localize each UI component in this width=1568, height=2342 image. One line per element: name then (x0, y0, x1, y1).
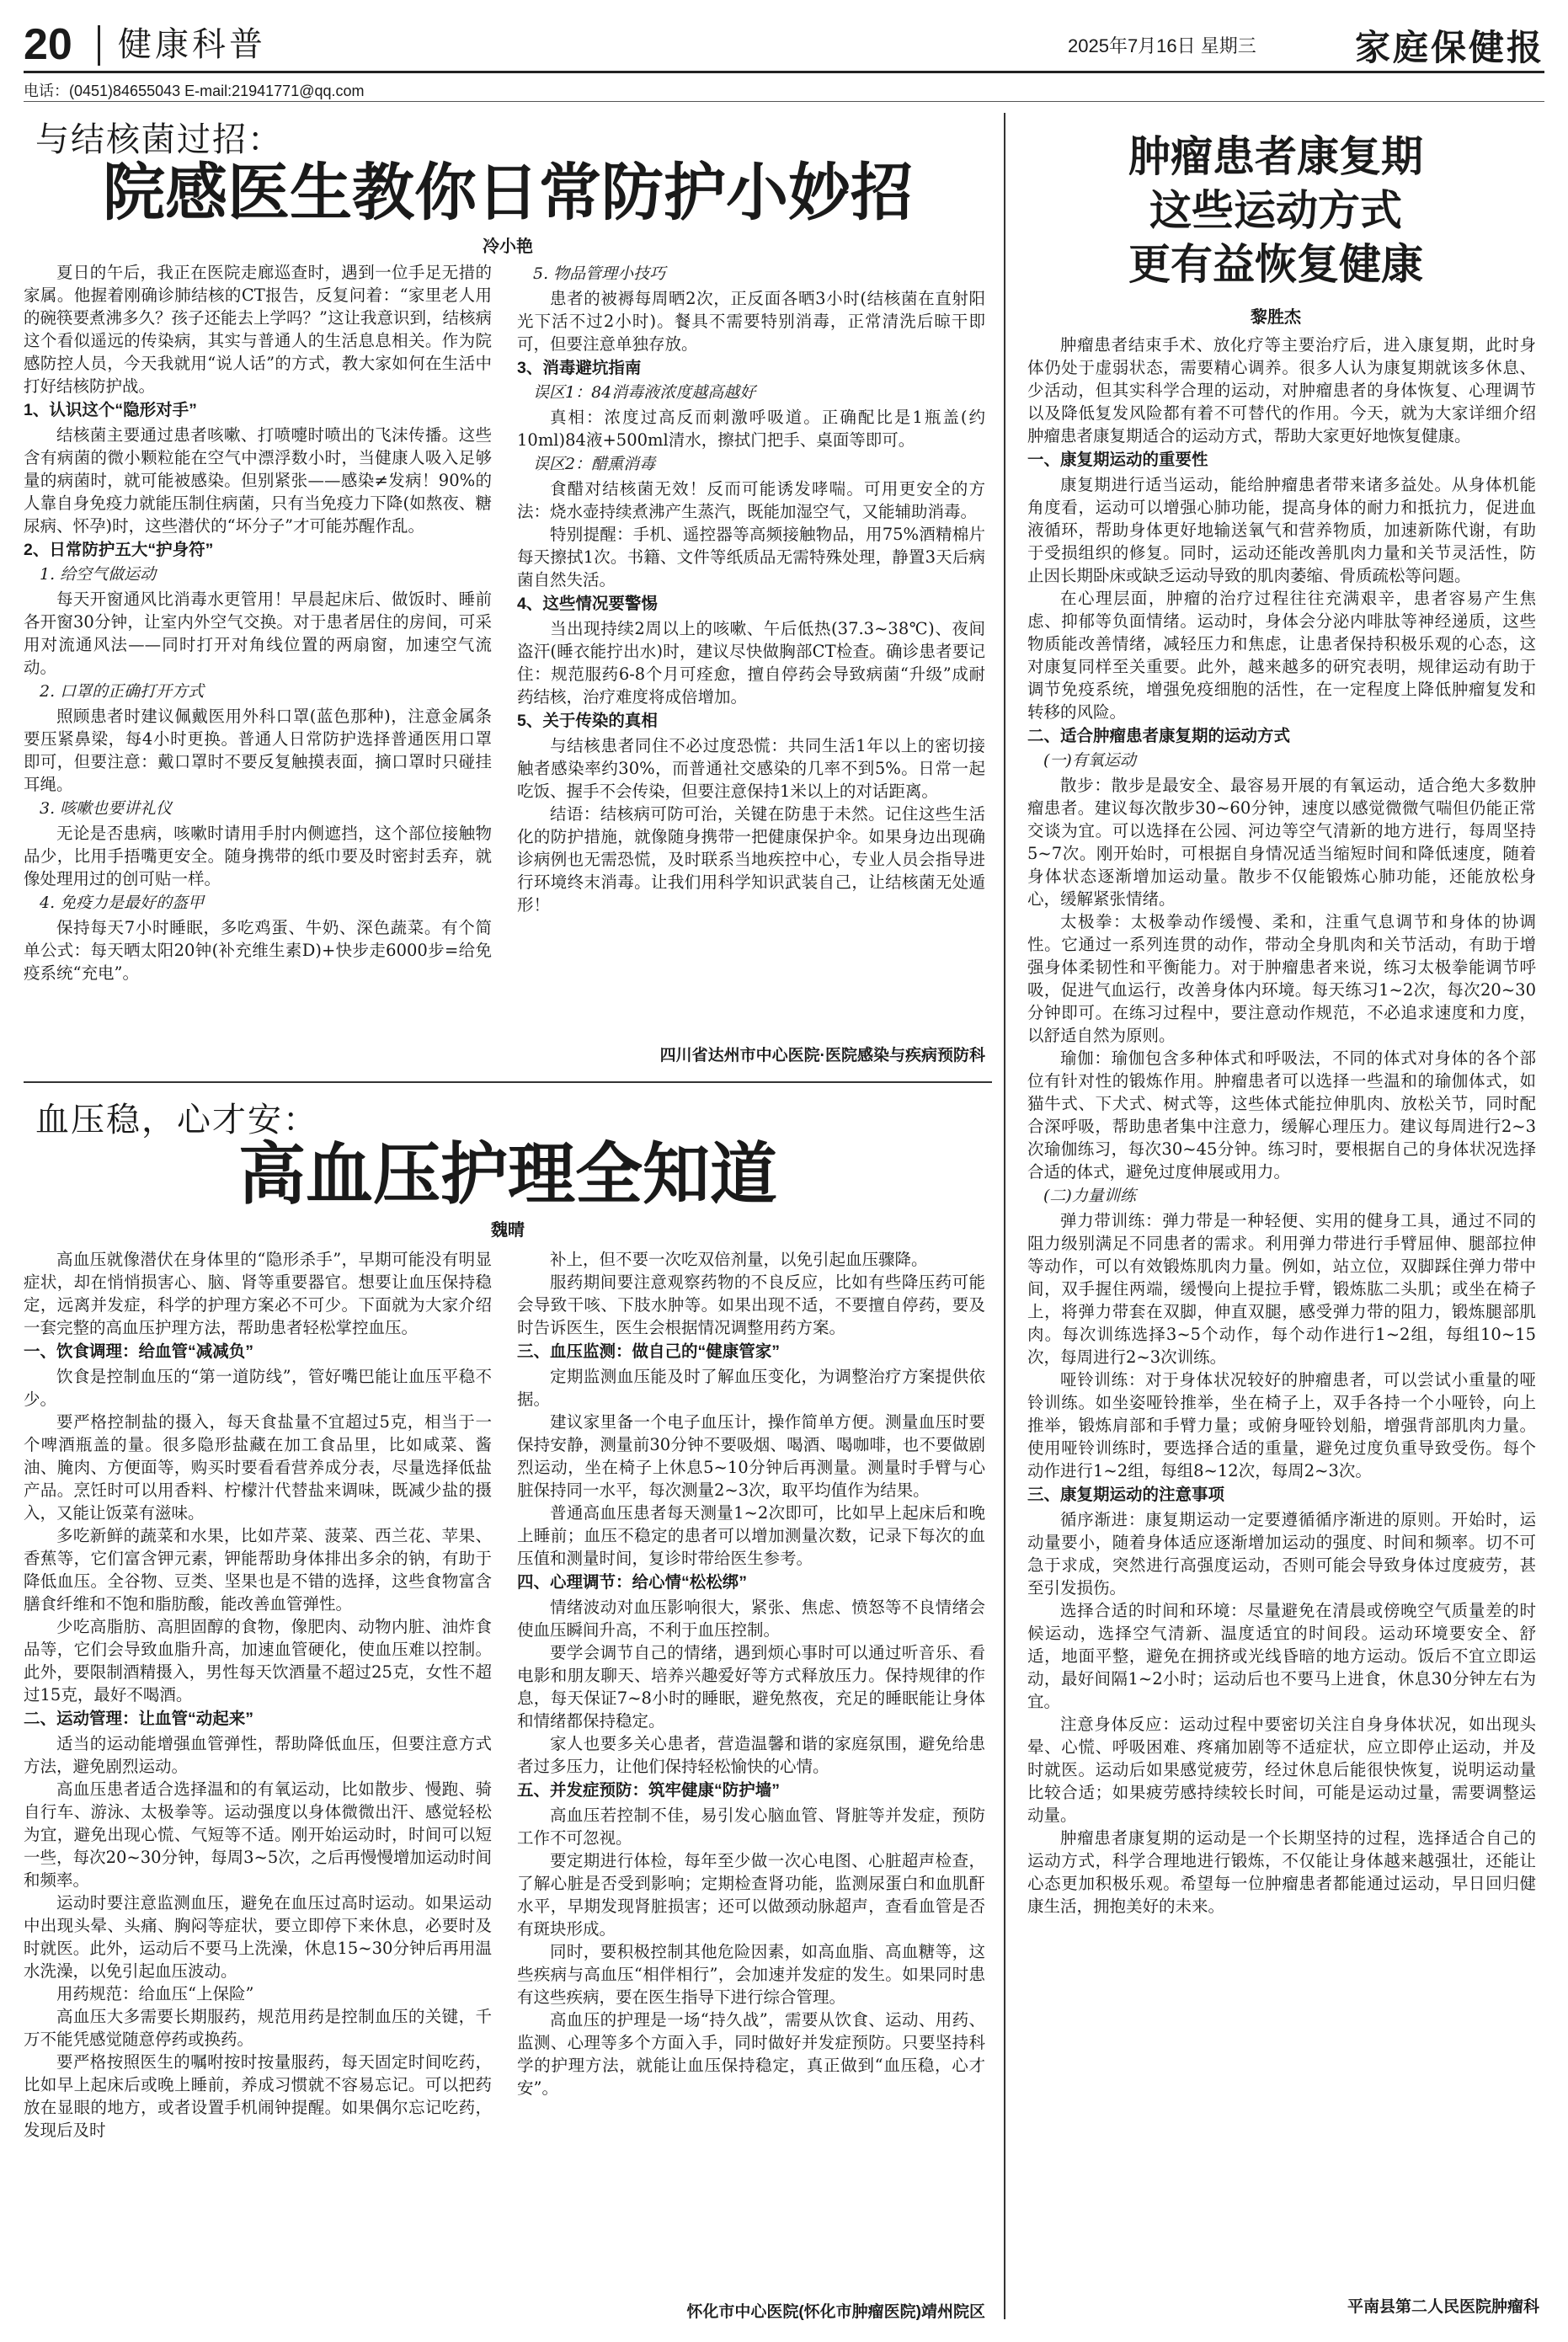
subheading: 二、适合肿瘤患者康复期的运动方式 (1027, 727, 1291, 745)
paragraph: 要定期进行体检，每年至少做一次心电图、心脏超声检查，了解心脏是否受到影响；定期检查肾功能，监测尿蛋白和血肌酐水平，早期发现肾脏损害；还可以做颈动脉超声，查看血管是否有斑块形成。 (517, 1851, 985, 1939)
subheading: (一)有氧运动 (1043, 751, 1136, 770)
article3-body (1027, 333, 1536, 2279)
article-tuberculosis (24, 113, 992, 1073)
subheading: 4、这些情况要警惕 (517, 595, 658, 613)
subheading: 一、康复期运动的重要性 (1027, 451, 1208, 469)
article3-title-line-2: 这些运动方式 (1149, 185, 1402, 235)
paragraph: 每天开窗通风比消毒水更管用！早晨起床后、做饭时、睡前各开窗30分钟，让室内外空气交换。对于患者居住的房间，可采用对流通风法——同时打开对角线位置的两扇窗，加速空气流动。 (24, 590, 492, 677)
paragraph: 用药规范：给血压“上保险” (56, 1984, 254, 2003)
article3-title-line-3: 更有益恢复健康 (1128, 239, 1423, 289)
article1-kicker: 与结核菌过招： (35, 120, 283, 159)
article1-source: 四川省达州市中心医院·医院感染与疾病预防科 (659, 1047, 985, 1064)
paragraph: 结语：结核病可防可治，关键在防患于未然。记住这些生活化的防护措施，就像随身携带一把健康保护伞。如果身边出现确诊病例也无需恐慌，及时联系当地疾控中心，专业人员会指导进行环境终末消毒。让我们用科学知识武装自己，让结核菌无处遁形！ (517, 804, 985, 915)
paragraph: 夏日的午后，我正在医院走廊巡查时，遇到一位手足无措的家属。他握着刚确诊肺结核的CT报告，反复问着：“家里老人用的碗筷要煮沸多久？孩子还能去上学吗？”这让我意识到，结核病这个看似遥远的传染病，其实与普通人的生活息息相关。作为院感防控人员，今天我就用“说人话”的方式，教大家如何在生活中打好结核防护战。 (24, 263, 492, 396)
issue-date: 2025年7月16日 星期三 (1068, 35, 1256, 56)
section-name: 健康科普 (118, 25, 266, 64)
paragraph: 高血压的护理是一场“持久战”，需要从饮食、运动、用药、监测、心理等多个方面入手，同时做好并发症预防。只要坚持科学的护理方法，就能让血压保持稳定，真正做到“血压稳，心才安”。 (517, 2010, 985, 2098)
article2-kicker: 血压稳，心才安： (35, 1101, 318, 1139)
article3-author: 黎胜杰 (1251, 308, 1301, 327)
article2-column-1 (24, 1248, 492, 2318)
subheading: 4. 免疫力是最好的盔甲 (40, 894, 205, 912)
paragraph: 高血压患者适合选择温和的有氧运动，比如散步、慢跑、骑自行车、游泳、太极拳等。运动强度以身体微微出汗、感觉轻松为宜，避免出现心慌、气短等不适。刚开始运动时，时间可以短一些，每次20~30分钟，每周3~5次，之后再慢慢增加运动时间和频率。 (24, 1779, 492, 1890)
contact-info: 电话：(0451)84655043 E-mail:21941771@qq.com (24, 83, 365, 99)
subheading: (二)力量训练 (1043, 1187, 1136, 1205)
paragraph: 当出现持续2周以上的咳嗽、午后低热(37.3~38℃)、夜间盗汗(睡衣能拧出水)时，建议尽快做胸部CT检查。确诊患者要记住：规范服药6-8个月可痊愈，擅自停药会导致病菌“升级”成耐药结核，治疗难度将成倍增加。 (517, 619, 985, 707)
subheading: 1、认识这个“隐形对手” (24, 401, 197, 419)
contact-rule (24, 101, 1544, 102)
paragraph: 要学会调节自己的情绪，遇到烦心事时可以通过听音乐、看电影和朋友聊天、培养兴趣爱好等方式释放压力。保持规律的作息，每天保证7~8小时的睡眠，避免熬夜，充足的睡眠能让身体和情绪都保持稳定。 (517, 1643, 985, 1731)
page-number: 20 (24, 20, 72, 69)
article1-column-1 (24, 261, 492, 1065)
paragraph: 肿瘤患者结束手术、放化疗等主要治疗后，进入康复期，此时身体仍处于虚弱状态，需要精心调养。很多人认为康复期就该多休息、少活动，但其实科学合理的运动，对肿瘤患者的身体恢复、心理调节以及降低复发风险都有着不可替代的作用。今天，就为大家详细介绍肿瘤患者康复期适合的运动方式，帮助大家更好地恢复健康。 (1027, 335, 1536, 445)
article3-source: 平南县第二人民医院肿瘤科 (1347, 2298, 1539, 2316)
paragraph: 同时，要积极控制其他危险因素，如高血脂、高血糖等，这些疾病与高血压“相伴相行”，会加速并发症的发生。如果同时患有这些疾病，要在医生指导下进行综合管理。 (517, 1942, 985, 2007)
subheading: 四、心理调节：给心情“松松绑” (517, 1573, 748, 1592)
article3-title (1005, 130, 1546, 291)
subheading: 1. 给空气做运动 (40, 565, 157, 584)
paragraph: 建议家里备一个电子血压计，操作简单方便。测量血压时要保持安静，测量前30分钟不要吸烟、喝酒、喝咖啡，也不要做剧烈运动，坐在椅子上休息5~10分钟后再测量。测量时手臂与心脏保持同一水平，每次测量2~3次，取平均值作为结果。 (517, 1412, 985, 1500)
article-cancer-rehab (1004, 113, 1546, 2319)
paragraph: 保持每天7小时睡眠，多吃鸡蛋、牛奶、深色蔬菜。有个简单公式：每天晒太阳20钟(补充维生素D)+快步走6000步=给免疫系统“充电”。 (24, 918, 492, 983)
article2-author: 魏晴 (491, 1221, 525, 1240)
paragraph: 太极拳：太极拳动作缓慢、柔和，注重气息调节和身体的协调性。它通过一系列连贯的动作，带动全身肌肉和关节活动，有助于增强身体柔韧性和平衡能力。对于肿瘤患者来说，练习太极拳能调节呼吸，促进气血运行，改善身体内环境。每天练习1~2次，每次20~30分钟即可。在练习过程中，要注意动作规范，不必追求速度和力度，以舒适自然为原则。 (1027, 912, 1536, 1045)
article2-title: 高血压护理全知道 (238, 1134, 777, 1214)
subheading: 3. 咳嗽也要讲礼仪 (40, 799, 173, 818)
paragraph: 注意身体反应：运动过程中要密切关注自身身体状况，如出现头晕、心慌、呼吸困难、疼痛加剧等不适症状，应立即停止运动，并及时就医。运动后如果感觉疲劳，经过休息后能很快恢复，说明运动量比较合适；如果疲劳感持续较长时间，可能是运动过量，需要调整运动量。 (1027, 1715, 1536, 1825)
paragraph: 情绪波动对血压影响很大，紧张、焦虑、愤怒等不良情绪会使血压瞬间升高，不利于血压控制。 (517, 1598, 985, 1640)
paragraph: 选择合适的时间和环境：尽量避免在清晨或傍晚空气质量差的时候运动，选择空气清新、温度适宜的时间段。运动环境要安全、舒适，地面平整，避免在拥挤或光线昏暗的地方运动。饭后不宜立即运动，最好间隔1~2小时；运动后也不要马上进食，休息30分钟左右为宜。 (1027, 1601, 1536, 1711)
header-divider (98, 25, 100, 66)
subheading: 2、日常防护五大“护身符” (24, 541, 214, 559)
article1-author: 冷小艳 (483, 237, 533, 256)
article-hypertension (24, 1093, 992, 2323)
paragraph: 饮食是控制血压的“第一道防线”，管好嘴巴能让血压平稳不少。 (24, 1367, 492, 1409)
article2-column-2 (517, 1248, 985, 2289)
subheading: 5. 物品管理小技巧 (533, 264, 666, 283)
paragraph: 结核菌主要通过患者咳嗽、打喷嚏时喷出的飞沫传播。这些含有病菌的微小颗粒能在空气中漂浮数小时，当健康人吸入足够量的病菌时，就可能被感染。但别紧张——感染≠发病！90%的人靠自身免疫力就能压制住病菌，只有当免疫力下降(如熬夜、糖尿病、怀孕)时，这些潜伏的“坏分子”才可能苏醒作乱。 (24, 425, 492, 536)
paragraph: 无论是否患病，咳嗽时请用手肘内侧遮挡，这个部位接触物品少，比用手捂嘴更安全。随身携带的纸巾要及时密封丢弃，就像处理用过的创可贴一样。 (24, 824, 492, 888)
article1-column-2 (517, 261, 985, 1036)
subheading: 一、饮食调理：给血管“减减负” (24, 1342, 254, 1361)
paragraph: 运动时要注意监测血压，避免在血压过高时运动。如果运动中出现头晕、头痛、胸闷等症状，要立即停下来休息，必要时及时就医。此外，运动后不要马上洗澡，休息15~30分钟后再用温水洗澡，以免引起血压波动。 (24, 1893, 492, 1981)
paragraph: 康复期进行适当运动，能给肿瘤患者带来诸多益处。从身体机能角度看，运动可以增强心肺功能，提高身体的耐力和抵抗力，促进血液循环，帮助身体更好地输送氧气和营养物质，加速新陈代谢，有助于受损组织的修复。同时，运动还能改善肌肉力量和关节灵活性，防止因长期卧床或缺乏运动导致的肌肉萎缩、骨质疏松等问题。 (1027, 475, 1536, 585)
article2-source: 怀化市中心医院(怀化市肿瘤医院)靖州院区 (686, 2303, 985, 2321)
subheading: 5、关于传染的真相 (517, 712, 658, 730)
paragraph: 照顾患者时建议佩戴医用外科口罩(蓝色那种)，注意金属条要压紧鼻梁，每4小时更换。普通人日常防护选择普通医用口罩即可，但要注意：戴口罩时不要反复触摸表面，摘口罩时只碰挂耳绳。 (24, 707, 492, 794)
paragraph: 定期监测血压能及时了解血压变化，为调整治疗方案提供依据。 (517, 1367, 985, 1409)
subheading: 三、血压监测：做自己的“健康管家” (517, 1342, 781, 1361)
paragraph: 弹力带训练：弹力带是一种轻便、实用的健身工具，通过不同的阻力级别满足不同患者的需求。利用弹力带进行手臂屈伸、腿部拉伸等动作，可以有效锻炼肌肉力量。例如，站立位，双脚踩住弹力带中间，双手握住两端，缓慢向上提拉手臂，锻炼肱二头肌；或坐在椅子上，将弹力带套在双脚，伸直双腿，感受弹力带的阻力，锻炼腿部肌肉。每次训练选择3~5个动作，每个动作进行1~2组，每组10~15次，每周进行2~3次训练。 (1027, 1211, 1536, 1367)
paragraph: 要严格控制盐的摄入，每天食盐量不宜超过5克，相当于一个啤酒瓶盖的量。很多隐形盐藏在加工食品里，比如咸菜、酱油、腌肉、方便面等，购买时要看看营养成分表，尽量选择低盐产品。烹饪时可以用香料、柠檬汁代替盐来调味，既减少盐的摄入，又能让饭菜有滋味。 (24, 1412, 492, 1523)
paragraph: 家人也要多关心患者，营造温馨和谐的家庭氛围，避免给患者过多压力，让他们保持轻松愉快的心情。 (517, 1734, 985, 1776)
paragraph: 适当的运动能增强血管弹性，帮助降低血压，但要注意方式方法，避免剧烈运动。 (24, 1734, 492, 1776)
paragraph: 瑜伽：瑜伽包含多种体式和呼吸法，不同的体式对身体的各个部位有针对性的锻炼作用。肿瘤患者可以选择一些温和的瑜伽体式，如猫牛式、下犬式、树式等，这些体式能拉伸肌肉、放松关节，同时配合深呼吸，帮助患者集中注意力，缓解心理压力。建议每周进行2~3次瑜伽练习，每次30~45分钟。练习时，要根据自己的身体状况选择合适的体式，避免过度伸展或用力。 (1027, 1048, 1536, 1182)
paragraph: 真相：浓度过高反而刺激呼吸道。正确配比是1瓶盖(约10ml)84液+500ml清水，擦拭门把手、桌面等即可。 (517, 408, 985, 450)
paragraph: 食醋对结核菌无效！反而可能诱发哮喘。可用更安全的方法：烧水壶持续煮沸产生蒸汽，既能加湿空气，又能辅助消毒。 (517, 479, 985, 521)
subheading: 误区2：醋熏消毒 (533, 455, 656, 473)
paragraph: 循序渐进：康复期运动一定要遵循循序渐进的原则。开始时，运动量要小，随着身体适应逐渐增加运动的强度、时间和频率。切不可急于求成，突然进行高强度运动，否则可能会导致身体过度疲劳，甚至引发损伤。 (1027, 1510, 1536, 1598)
paragraph: 哑铃训练：对于身体状况较好的肿瘤患者，可以尝试小重量的哑铃训练。如坐姿哑铃推举，坐在椅子上，双手各持一个小哑铃，向上推举，锻炼肩部和手臂力量；或俯身哑铃划船，增强背部肌肉力量。使用哑铃训练时，要选择合适的重量，避免过度负重导致受伤。每个动作进行1~2组，每组8~12次，每周2~3次。 (1027, 1370, 1536, 1480)
paragraph: 高血压若控制不佳，易引发心脑血管、肾脏等并发症，预防工作不可忽视。 (517, 1806, 985, 1848)
paragraph: 多吃新鲜的蔬菜和水果，比如芹菜、菠菜、西兰花、苹果、香蕉等，它们富含钾元素，钾能帮助身体排出多余的钠，有助于降低血压。全谷物、豆类、坚果也是不错的选择，这些食物富含膳食纤维和不饱和脂肪酸，能改善血管弹性。 (24, 1526, 492, 1614)
paragraph: 与结核患者同住不必过度恐慌：共同生活1年以上的密切接触者感染率约30%，而普通社交感染的几率不到5%。日常一起吃饭、握手不会传染，但要注意保持1米以上的对话距离。 (517, 736, 985, 801)
paragraph: 特别提醒：手机、遥控器等高频接触物品，用75%酒精棉片每天擦拭1次。书籍、文件等纸质品无需特殊处理，静置3天后病菌自然失活。 (517, 525, 985, 590)
paragraph: 高血压大多需要长期服药，规范用药是控制血压的关键，千万不能凭感觉随意停药或换药。 (24, 2007, 492, 2049)
section-rule (24, 1081, 992, 1083)
paper-name: 家庭保健报 (1354, 27, 1544, 68)
paragraph: 散步：散步是最安全、最容易开展的有氧运动，适合绝大多数肿瘤患者。建议每次散步30~60分钟，速度以感觉微微气喘但仍能正常交谈为宜。可以选择在公园、河边等空气清新的地方进行，每周坚持5~7次。刚开始时，可根据自身情况适当缩短时间和降低速度，随着身体状态逐渐增加运动量。散步不仅能锻炼心肺功能，还能放松身心，缓解紧张情绪。 (1027, 776, 1536, 909)
paragraph: 在心理层面，肿瘤的治疗过程往往充满艰辛，患者容易产生焦虑、抑郁等负面情绪。运动时，身体会分泌内啡肽等神经递质，这些物质能改善情绪，减轻压力和焦虑，让患者保持积极乐观的心态，这对康复同样至关重要。此外，越来越多的研究表明，规律运动有助于调节免疫系统，增强免疫细胞的活性，在一定程度上降低肿瘤复发和转移的风险。 (1027, 589, 1536, 722)
article3-title-line-1: 肿瘤患者康复期 (1128, 131, 1423, 181)
subheading: 2. 口罩的正确打开方式 (40, 682, 205, 701)
paragraph: 高血压就像潜伏在身体里的“隐形杀手”，早期可能没有明显症状，却在悄悄损害心、脑、肾等重要器官。想要让血压保持稳定，远离并发症，科学的护理方案必不可少。下面就为大家介绍一套完整的高血压护理方法，帮助患者轻松掌控血压。 (24, 1250, 492, 1337)
article1-title: 院感医生教你日常防护小妙招 (103, 157, 913, 229)
paragraph: 要严格按照医生的嘱咐按时按量服药，每天固定时间吃药，比如早上起床后或晚上睡前，养成习惯就不容易忘记。可以把药放在显眼的地方，或者设置手机闹钟提醒。如果偶尔忘记吃药，发现后及时 (24, 2052, 492, 2140)
subheading: 五、并发症预防：筑牢健康“防护墙” (517, 1781, 781, 1800)
subheading: 3、消毒避坑指南 (517, 359, 642, 377)
paragraph: 肿瘤患者康复期的运动是一个长期坚持的过程，选择适合自己的运动方式，科学合理地进行锻炼，不仅能让身体越来越强壮，还能让心态更加积极乐观。希望每一位肿瘤患者都能通过运动，早日回归健康生活，拥抱美好的未来。 (1027, 1828, 1536, 1916)
page-header (24, 19, 1544, 73)
subheading: 二、运动管理：让血管“动起来” (24, 1710, 254, 1728)
paragraph: 补上，但不要一次吃双倍剂量，以免引起血压骤降。 (550, 1250, 928, 1269)
paragraph: 患者的被褥每周晒2次，正反面各晒3小时(结核菌在直射阳光下活不过2小时)。餐具不需要特别消毒，正常清洗后晾干即可，但要注意单独存放。 (517, 289, 985, 354)
paragraph: 普通高血压患者每天测量1~2次即可，比如早上起床后和晚上睡前；血压不稳定的患者可以增加测量次数，记录下每次的血压值和测量时间，复诊时带给医生参考。 (517, 1503, 985, 1568)
paragraph: 服药期间要注意观察药物的不良反应，比如有些降压药可能会导致干咳、下肢水肿等。如果出现不适，不要擅自停药，要及时告诉医生，医生会根据情况调整用药方案。 (517, 1272, 985, 1337)
subheading: 三、康复期运动的注意事项 (1027, 1486, 1225, 1504)
paragraph: 少吃高脂肪、高胆固醇的食物，像肥肉、动物内脏、油炸食品等，它们会导致血脂升高，加速血管硬化，使血压难以控制。此外，要限制酒精摄入，男性每天饮酒量不超过25克，女性不超过15克，最好不喝酒。 (24, 1617, 492, 1704)
subheading: 误区1：84消毒液浓度越高越好 (533, 383, 756, 402)
